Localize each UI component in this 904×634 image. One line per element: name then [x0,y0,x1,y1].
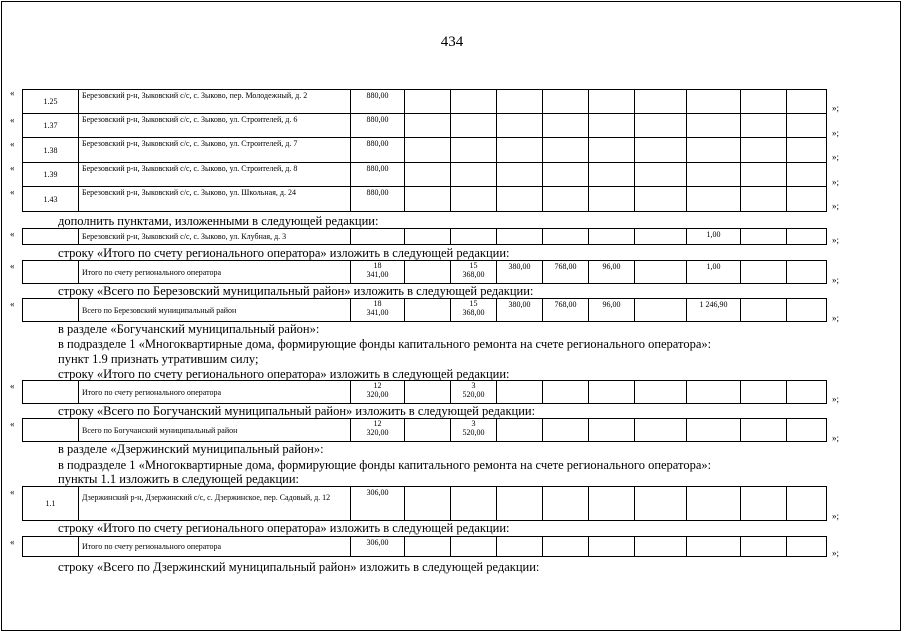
table-block-c [22,260,827,284]
cell-value [451,261,497,284]
open-quote: « [10,139,15,149]
table-row [23,299,827,322]
cell-value: 1 246,90 [687,299,741,322]
row-label: Итого по счету регионального оператора [79,261,351,284]
cell-value: 306,00 [351,487,405,521]
table-row [23,487,827,521]
close-quote: »; [832,128,840,138]
cell-value [451,381,497,404]
row-address: Березовский р-н, Зыковский с/с, с. Зыково, ул. Клубная, д. 3 [79,229,351,245]
instruction-text: строку «Итого по счету регионального оператора» изложить в следующей редакции: [58,367,510,381]
value-part: 320,00 [366,390,389,399]
open-quote: « [10,487,15,497]
instruction-text: пункты 1.1 изложить в следующей редакции: [58,472,299,486]
instruction-text: строку «Итого по счету регионального оператора» изложить в следующей редакции: [58,246,510,260]
cell-value: 1,00 [687,229,741,245]
row-number: 1.25 [23,90,79,114]
close-quote: »; [832,177,840,187]
page-number: 434 [440,34,464,50]
close-quote: »; [832,548,840,558]
cell-value [351,261,405,284]
section-heading: в разделе «Богучанский муниципальный район»: [58,322,320,336]
value-part: 3 [471,419,476,428]
table-row [23,381,827,404]
value-part: 368,00 [462,270,485,279]
close-quote: »; [832,201,840,211]
table-block-h [22,536,827,557]
table-block-f [22,418,827,442]
open-quote: « [10,229,15,239]
close-quote: »; [832,394,840,404]
row-label: Всего по Богучанский муниципальный район [79,419,351,442]
row-address: Березовский р-н, Зыковский с/с, с. Зыково, ул. Строителей, д. 6 [79,114,351,138]
cell-value: 96,00 [589,261,635,284]
close-quote: »; [832,103,840,113]
value-part: 320,00 [366,428,389,437]
row-number: 1.39 [23,163,79,187]
table-row [23,138,827,163]
cell-value: 768,00 [543,261,589,284]
close-quote: »; [832,433,840,443]
cell-value [351,381,405,404]
cell-value: 1,00 [687,261,741,284]
cell-value [451,299,497,322]
cell-value [351,419,405,442]
table-row [23,163,827,187]
value-part: 12 [373,419,382,428]
open-quote: « [10,88,15,98]
row-address: Березовский р-н, Зыковский с/с, с. Зыково, ул. Строителей, д. 8 [79,163,351,187]
table-block-b [22,228,827,245]
cell-value: 880,00 [351,187,405,212]
row-number: 1.38 [23,138,79,163]
value-part: 520,00 [462,428,485,437]
instruction-text: строку «Всего по Березовский муниципальный район» изложить в следующей редакции: [58,284,534,298]
row-number: 1.37 [23,114,79,138]
instruction-text: пункт 1.9 признать утратившим силу; [58,352,259,366]
value-part: 341,00 [366,308,389,317]
value-part: 18 [373,299,382,308]
row-address: Березовский р-н, Зыковский с/с, с. Зыково, пер. Молодежный, д. 2 [79,90,351,114]
table-row [23,229,827,245]
table-block-a [22,89,827,212]
section-heading: в разделе «Дзержинский муниципальный район»: [58,442,324,456]
close-quote: »; [832,511,840,521]
open-quote: « [10,381,15,391]
open-quote: « [10,115,15,125]
value-part: 520,00 [462,390,485,399]
cell-value: 768,00 [543,299,589,322]
table-block-g [22,486,827,521]
cell-value [451,419,497,442]
cell-value: 306,00 [351,537,405,557]
cell-value [351,299,405,322]
cell-value: 96,00 [589,299,635,322]
instruction-text: строку «Всего по Богучанский муниципальный район» изложить в следующей редакции: [58,404,536,418]
value-part: 368,00 [462,308,485,317]
row-label: Итого по счету регионального оператора [79,537,351,557]
table-row [23,187,827,212]
table-row [23,90,827,114]
table-block-d [22,298,827,322]
row-label: Итого по счету регионального оператора [79,381,351,404]
close-quote: »; [832,313,840,323]
value-part: 341,00 [366,270,389,279]
open-quote: « [10,187,15,197]
row-number: 1.43 [23,187,79,212]
value-part: 18 [373,261,382,270]
value-part: 3 [471,381,476,390]
cell-value: 380,00 [497,299,543,322]
value-part: 15 [469,261,478,270]
instruction-text: дополнить пунктами, изложенными в следующей редакции: [58,214,379,228]
close-quote: »; [832,235,840,245]
instruction-text: строку «Итого по счету регионального оператора» изложить в следующей редакции: [58,521,510,535]
open-quote: « [10,537,15,547]
table-row [23,537,827,557]
instruction-text: строку «Всего по Дзержинский муниципальный район» изложить в следующей редакции: [58,560,540,574]
cell-value: 880,00 [351,138,405,163]
open-quote: « [10,299,15,309]
cell-value: 880,00 [351,163,405,187]
table-row [23,261,827,284]
subsection-heading: в подразделе 1 «Многоквартирные дома, формирующие фонды капитального ремонта на счете регионального оператора»: [58,458,712,472]
table-row [23,419,827,442]
cell-value: 880,00 [351,114,405,138]
open-quote: « [10,261,15,271]
subsection-heading: в подразделе 1 «Многоквартирные дома, формирующие фонды капитального ремонта на счете регионального оператора»: [58,337,712,351]
row-address: Березовский р-н, Зыковский с/с, с. Зыково, ул. Строителей, д. 7 [79,138,351,163]
value-part: 12 [373,381,382,390]
row-address: Березовский р-н, Зыковский с/с, с. Зыково, ул. Школьная, д. 24 [79,187,351,212]
row-label: Всего по Березовский муниципальный район [79,299,351,322]
table-block-e [22,380,827,404]
close-quote: »; [832,152,840,162]
close-quote: »; [832,275,840,285]
cell-value: 880,00 [351,90,405,114]
value-part: 15 [469,299,478,308]
table-row [23,114,827,138]
open-quote: « [10,419,15,429]
open-quote: « [10,163,15,173]
row-number: 1.1 [23,487,79,521]
cell-value: 380,00 [497,261,543,284]
row-address: Дзержинский р-н, Дзержинский с/с, с. Дзержинское, пер. Садовый, д. 12 [79,487,351,521]
